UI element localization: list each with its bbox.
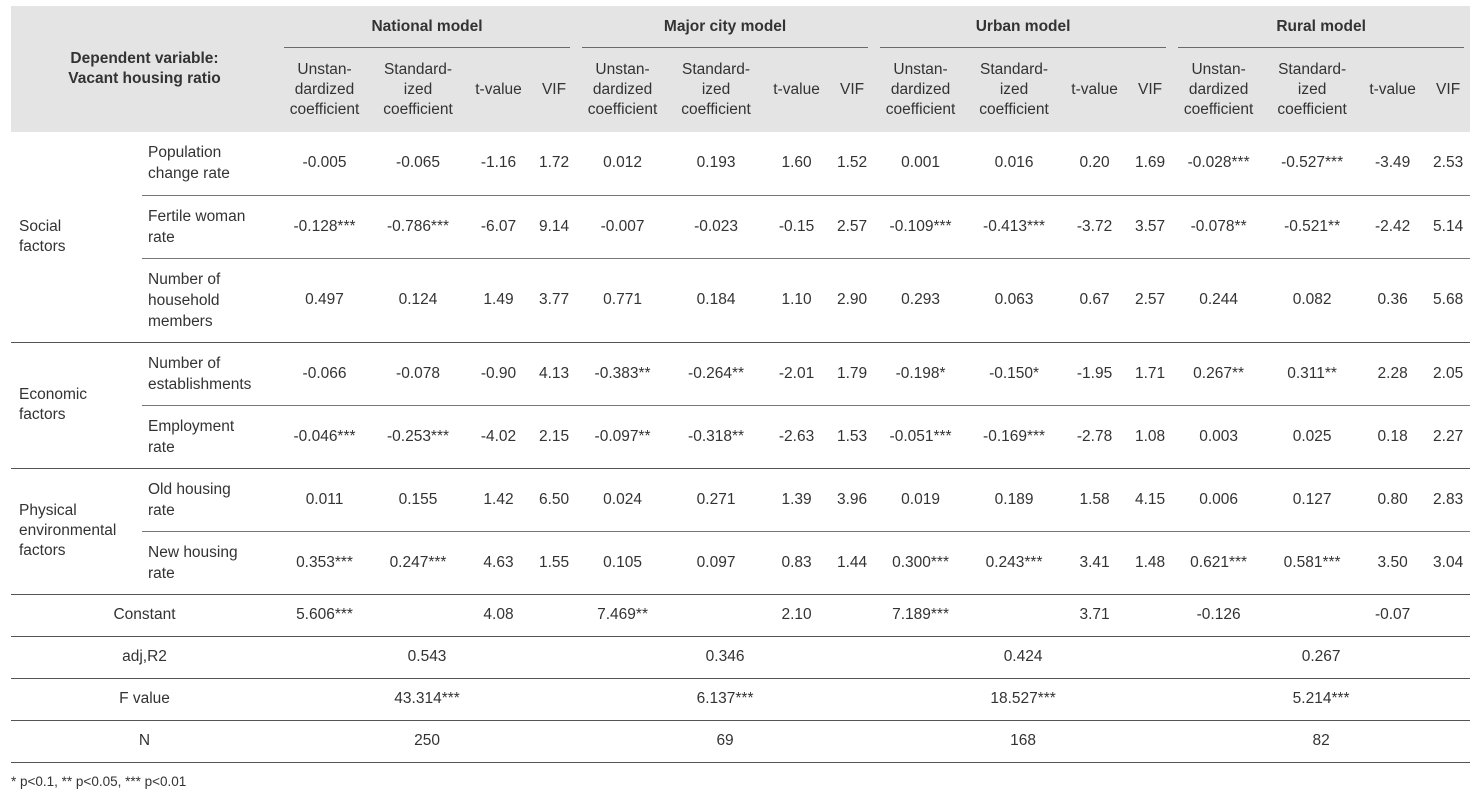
table-cell: 0.267** — [1172, 342, 1265, 405]
table-cell: -2.78 — [1061, 405, 1128, 468]
variable-label — [142, 405, 278, 468]
table-cell: 3.50 — [1359, 531, 1426, 594]
variable-label — [142, 132, 278, 195]
constant-coefficient: 5.606*** — [278, 594, 371, 636]
table-cell: 1.48 — [1128, 531, 1172, 594]
table-cell: 9.14 — [532, 195, 576, 258]
empty-cell — [1265, 594, 1359, 636]
table-cell: 0.024 — [576, 468, 669, 531]
table-cell: 0.20 — [1061, 132, 1128, 195]
variable-label — [142, 531, 278, 594]
table-cell: -2.63 — [763, 405, 830, 468]
table-cell: 0.247*** — [371, 531, 465, 594]
variable-label — [142, 195, 278, 258]
table-cell: 1.72 — [532, 132, 576, 195]
summary-row — [11, 720, 1470, 762]
table-cell: -1.16 — [465, 132, 532, 195]
table-cell: 1.79 — [830, 342, 874, 405]
t-value-header: t-value — [475, 81, 522, 98]
vif-header: VIF — [840, 81, 865, 98]
table-cell: -0.007 — [576, 195, 669, 258]
table-cell: 1.52 — [830, 132, 874, 195]
table-cell: 1.71 — [1128, 342, 1172, 405]
table-cell: -0.527*** — [1265, 132, 1359, 195]
table-cell: 1.69 — [1128, 132, 1172, 195]
table-cell: -2.42 — [1359, 195, 1426, 258]
table-cell: 1.55 — [532, 531, 576, 594]
unstandardized-coefficient-header: Unstan- dardized coefficient — [885, 61, 956, 118]
regression-results-table — [11, 6, 1470, 763]
table-cell: 0.155 — [371, 468, 465, 531]
table-cell: 0.243*** — [967, 531, 1061, 594]
table-cell: -0.066 — [278, 342, 371, 405]
empty-cell — [830, 594, 874, 636]
table-cell: 0.36 — [1359, 258, 1426, 342]
table-cell: 4.63 — [465, 531, 532, 594]
summary-value: 0.543 — [278, 636, 576, 678]
table-cell: -2.01 — [763, 342, 830, 405]
constant-t-value: 3.71 — [1061, 594, 1128, 636]
empty-cell — [371, 594, 465, 636]
table-cell: -0.15 — [763, 195, 830, 258]
t-value-header: t-value — [1071, 81, 1118, 98]
table-cell: 1.08 — [1128, 405, 1172, 468]
factor-group-text: Economic factors — [19, 386, 88, 423]
table-cell: -0.253*** — [371, 405, 465, 468]
table-cell: 0.012 — [576, 132, 669, 195]
table-row — [11, 405, 1470, 468]
factor-group-label — [11, 468, 142, 594]
summary-value: 168 — [874, 720, 1172, 762]
table-cell: -3.49 — [1359, 132, 1426, 195]
factor-group-label — [11, 342, 142, 468]
factor-group-label — [11, 132, 142, 342]
table-cell: 4.15 — [1128, 468, 1172, 531]
summary-label: N — [11, 720, 278, 762]
dependent-variable-header: Dependent variable: Vacant housing ratio — [68, 50, 221, 87]
table-cell: 0.097 — [669, 531, 763, 594]
variable-label — [142, 342, 278, 405]
table-cell: -0.065 — [371, 132, 465, 195]
table-cell: 0.581*** — [1265, 531, 1359, 594]
table-cell: 2.57 — [830, 195, 874, 258]
variable-text: Number of household members — [148, 270, 221, 330]
table-cell: 0.621*** — [1172, 531, 1265, 594]
table-cell: 3.77 — [532, 258, 576, 342]
table-cell: 0.300*** — [874, 531, 967, 594]
table-cell: -0.383** — [576, 342, 669, 405]
table-cell: 2.15 — [532, 405, 576, 468]
table-cell: 1.58 — [1061, 468, 1128, 531]
vif-header: VIF — [1436, 81, 1461, 98]
table-cell: 6.50 — [532, 468, 576, 531]
table-cell: 1.42 — [465, 468, 532, 531]
t-value-header: t-value — [773, 81, 820, 98]
table-body — [11, 132, 1470, 762]
variable-text: Number of establishments — [148, 354, 252, 393]
summary-value: 82 — [1172, 720, 1470, 762]
table-cell: 2.83 — [1426, 468, 1470, 531]
table-cell: -6.07 — [465, 195, 532, 258]
constant-coefficient: -0.126 — [1172, 594, 1265, 636]
summary-row — [11, 678, 1470, 720]
table-cell: -0.097** — [576, 405, 669, 468]
vif-header: VIF — [541, 81, 567, 98]
table-cell: 0.124 — [371, 258, 465, 342]
summary-value: 18.527*** — [874, 678, 1172, 720]
constant-coefficient: 7.469** — [576, 594, 669, 636]
table-cell: 0.353*** — [278, 531, 371, 594]
significance-footnote: * p<0.1, ** p<0.05, *** p<0.01 — [11, 774, 187, 789]
table-cell: 0.011 — [278, 468, 371, 531]
table-cell: -0.786*** — [371, 195, 465, 258]
table-cell: 0.082 — [1265, 258, 1359, 342]
table-cell: 0.244 — [1172, 258, 1265, 342]
summary-label: adj,R2 — [11, 636, 278, 678]
table-cell: 1.60 — [763, 132, 830, 195]
table-cell: -0.128*** — [278, 195, 371, 258]
vif-header: VIF — [1138, 81, 1163, 98]
unstandardized-coefficient-header: Unstan- dardized coefficient — [587, 61, 658, 118]
empty-cell — [1128, 594, 1172, 636]
summary-value: 0.424 — [874, 636, 1172, 678]
table-cell: -0.198* — [874, 342, 967, 405]
model-header-row — [11, 6, 1470, 48]
table-cell: 0.497 — [278, 258, 371, 342]
table-cell: 3.04 — [1426, 531, 1470, 594]
table-row — [11, 468, 1470, 531]
table-cell: 2.90 — [830, 258, 874, 342]
table-cell: 0.184 — [669, 258, 763, 342]
table-row — [11, 531, 1470, 594]
table-cell: 0.063 — [967, 258, 1061, 342]
table-cell: -0.046*** — [278, 405, 371, 468]
table-cell: 0.025 — [1265, 405, 1359, 468]
standardized-coefficient-header: Standard- ized coefficient — [383, 61, 453, 118]
table-cell: 0.271 — [669, 468, 763, 531]
table-cell: 0.18 — [1359, 405, 1426, 468]
constant-t-value: 4.08 — [465, 594, 532, 636]
variable-text: Fertile woman rate — [148, 207, 246, 246]
table-cell: 3.41 — [1061, 531, 1128, 594]
table-cell: 2.28 — [1359, 342, 1426, 405]
empty-cell — [669, 594, 763, 636]
table-cell: 3.57 — [1128, 195, 1172, 258]
table-cell: -0.264** — [669, 342, 763, 405]
table-row — [11, 132, 1470, 195]
table-cell: 3.96 — [830, 468, 874, 531]
table-cell: -0.005 — [278, 132, 371, 195]
table-cell: 0.80 — [1359, 468, 1426, 531]
table-cell: 5.68 — [1426, 258, 1470, 342]
t-value-header: t-value — [1369, 81, 1416, 98]
table-cell: 1.39 — [763, 468, 830, 531]
table-cell: -0.150* — [967, 342, 1061, 405]
urban-model-header: Urban model — [874, 6, 1172, 48]
table-cell: 0.016 — [967, 132, 1061, 195]
constant-label: Constant — [11, 594, 278, 636]
empty-cell — [1426, 594, 1470, 636]
summary-value: 250 — [278, 720, 576, 762]
table-cell: 2.57 — [1128, 258, 1172, 342]
table-cell: -1.95 — [1061, 342, 1128, 405]
national-model-header: National model — [278, 6, 576, 48]
table-cell: -3.72 — [1061, 195, 1128, 258]
table-cell: 2.05 — [1426, 342, 1470, 405]
table-cell: 0.193 — [669, 132, 763, 195]
empty-cell — [967, 594, 1061, 636]
empty-cell — [532, 594, 576, 636]
table-cell: 0.006 — [1172, 468, 1265, 531]
rural-model-header: Rural model — [1172, 6, 1470, 48]
variable-text: Old housing rate — [148, 480, 231, 519]
constant-t-value: -0.07 — [1359, 594, 1426, 636]
table-cell: -0.028*** — [1172, 132, 1265, 195]
table-cell: 5.14 — [1426, 195, 1470, 258]
constant-t-value: 2.10 — [763, 594, 830, 636]
table-cell: 4.13 — [532, 342, 576, 405]
constant-coefficient: 7.189*** — [874, 594, 967, 636]
table-cell: 0.771 — [576, 258, 669, 342]
table-cell: 0.67 — [1061, 258, 1128, 342]
variable-text: Employment rate — [148, 417, 235, 456]
table-cell: 1.49 — [465, 258, 532, 342]
table-cell: -0.413*** — [967, 195, 1061, 258]
summary-value: 69 — [576, 720, 874, 762]
table-cell: 0.311** — [1265, 342, 1359, 405]
standardized-coefficient-header: Standard- ized coefficient — [1277, 61, 1347, 118]
table-cell: 2.53 — [1426, 132, 1470, 195]
table-cell: -0.169*** — [967, 405, 1061, 468]
variable-label — [142, 468, 278, 531]
unstandardized-coefficient-header: Unstan- dardized coefficient — [1183, 61, 1254, 118]
summary-value: 6.137*** — [576, 678, 874, 720]
table-row — [11, 195, 1470, 258]
table-cell: 0.105 — [576, 531, 669, 594]
table-cell: 0.83 — [763, 531, 830, 594]
major-city-model-header: Major city model — [576, 6, 874, 48]
standardized-coefficient-header: Standard- ized coefficient — [681, 61, 751, 118]
table-cell: 0.293 — [874, 258, 967, 342]
variable-text: New housing rate — [148, 543, 238, 582]
variable-label — [142, 258, 278, 342]
table-cell: 1.53 — [830, 405, 874, 468]
table-cell: -4.02 — [465, 405, 532, 468]
table-cell: 2.27 — [1426, 405, 1470, 468]
table-cell: 0.127 — [1265, 468, 1359, 531]
table-cell: 0.003 — [1172, 405, 1265, 468]
table-cell: 0.019 — [874, 468, 967, 531]
table-cell: -0.90 — [465, 342, 532, 405]
table-cell: 1.10 — [763, 258, 830, 342]
table-cell: -0.078** — [1172, 195, 1265, 258]
table-cell: -0.051*** — [874, 405, 967, 468]
factor-group-text: Physical environmental factors — [19, 502, 117, 559]
unstandardized-coefficient-header: Unstan- dardized coefficient — [289, 61, 360, 118]
summary-row — [11, 636, 1470, 678]
constant-row — [11, 594, 1470, 636]
factor-group-text: Social factors — [19, 217, 66, 255]
table-cell: -0.521** — [1265, 195, 1359, 258]
table-row — [11, 258, 1470, 342]
table-cell: 1.44 — [830, 531, 874, 594]
summary-value: 5.214*** — [1172, 678, 1470, 720]
table-cell: -0.078 — [371, 342, 465, 405]
table-cell: -0.318** — [669, 405, 763, 468]
table-cell: 0.001 — [874, 132, 967, 195]
summary-value: 0.346 — [576, 636, 874, 678]
table-row — [11, 342, 1470, 405]
summary-value: 0.267 — [1172, 636, 1470, 678]
variable-text: Population change rate — [148, 144, 230, 183]
table-cell: 0.189 — [967, 468, 1061, 531]
table-cell: -0.023 — [669, 195, 763, 258]
summary-label: F value — [11, 678, 278, 720]
summary-value: 43.314*** — [278, 678, 576, 720]
standardized-coefficient-header: Standard- ized coefficient — [979, 61, 1049, 118]
table-cell: -0.109*** — [874, 195, 967, 258]
